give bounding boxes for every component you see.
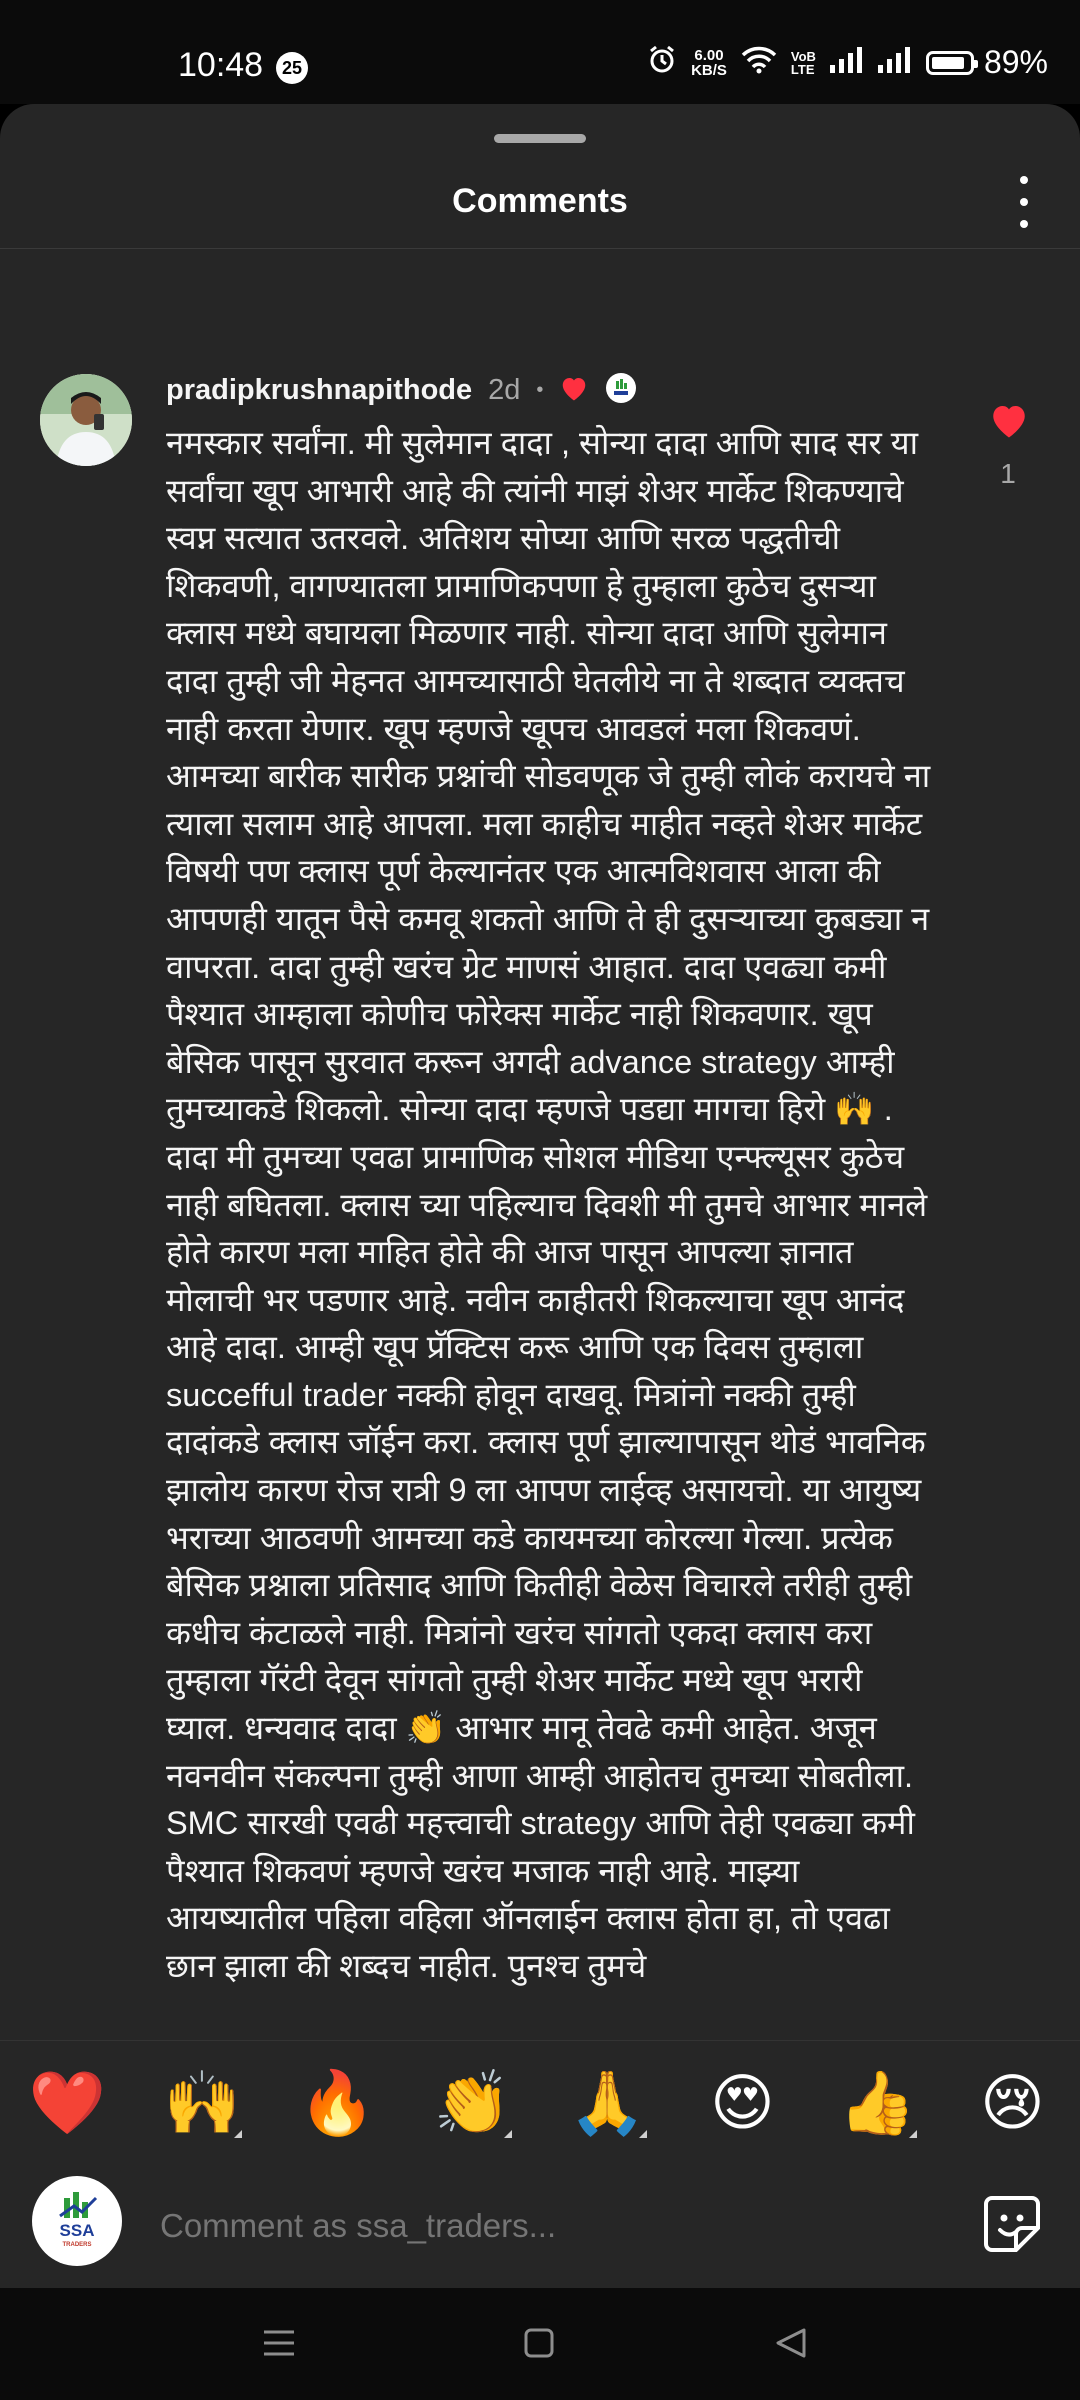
comment-text: नमस्कार सर्वांना. मी सुलेमान दादा , सोन्या दादा आणि साद सर या सर्वांचा खूप आभारी आहे की त्यांनी माझं शेअर मार्केट शिकण्याचे स्वप्न सत्यात उतरवले. अतिशय सोप्या आणि सरळ पद्धतीची शिकवणी, वागण्यातला प्रामाणिकपणा हे तुम्हाला कुठेच दुसऱ्या क्लास मध्ये बघायला मिळणार नाही. सोन्या दादा आणि सुलेमान दादा तुम्ही जी मेहनत आमच्यासाठी घेतलीये ना ते शब्दात व्यक्तच नाही करता येणार. खूप म्हणजे खूपच आवडलं मला शिकवणं. आमच्या बारीक सारीक प्रश्नांची सोडवणूक जे तुम्ही लोकं करायचे ना त्याला सलाम आहे आपला. मला काहीच माहीत नव्हते शेअर मार्केट विषयी पण क्लास पूर्ण केल्यानंतर एक आत्मविशवास आला की आपणही यातून पैसे कमवू शकतो आणि ते ही दुसऱ्याच्या कुबड्या न वापरता. दादा तुम्ही खरंच ग्रेट माणसं आहात. दादा एवढ्या कमी पैश्यात आम्हाला कोणीच फोरेक्स मार्केट नाही शिकवणार. खूप बेसिक पासून सुरवात करून अगदी advance strategy आम्ही तुमच्याकडे शिकलो. सोन्या दादा म्हणजे पडद्या मागचा हिरो 🙌 . दादा मी तुमच्या एवढा प्रामाणिक सोशल मीडिया एन्फ्ल्यूसर कुठेच नाही बघितला. क्लास च्या पहिल्याच दिवशी मी तुमचे आभार मानले होते कारण मला माहित होते की आज पासून आपल्या ज्ञानात मोलाची भर पडणार आहे. नवीन काहीतरी शिकल्याचा खूप आनंद आहे दादा. आम्ही खूप प्रॅक्टिस करू आणि एक दिवस तुम्हाला succefful trader नक्की होवून दाखवू. मित्रांनो नक्की तुम्ही दादांकडे क्लास जॉईन करा. क्लास पूर्ण झाल्यापासून थोडं भावनिक झालोय कारण रोज रात्री 9 ला आपण लाईव्ह असायचो. या आयुष्य भराच्या आठवणी आमच्या कडे कायमच्या कोरल्या गेल्या. प्रत्येक बेसिक प्रश्नाला प्रतिसाद आणि कितीही वेळेस विचारले तरीही तुम्ही कधीच कंटाळले नाही. मित्रांनो खरंच सांगतो एकदा क्लास करा तुम्हाला गॅरंटी देवून सांगतो तुम्ही शेअर मार्केट मध्ये खूप भरारी घ्याल. धन्यवाद दादा 👏 आभार मानू तेवढे कमी आहेत. अजून नवनवीन संकल्पना तुम्ही आणा आम्ही आहोतच तुमच्या सोबतीला. SMC सारखी एवढी महत्त्वाची strategy आणि तेही एवढ्या कमी पैश्यात शिकवणं म्हणजे खरंच मजाक नाही आहे. माझ्या आयष्यातील पहिला वहिला ऑनलाईन क्लास होता हा, तो एवढा छान झाला की शब्दच नाहीत. पुनश्च तुमचे xyxy=(166,425,931,1984)
folded-hands-emoji: 🙏 xyxy=(568,2066,647,2139)
alarm-icon xyxy=(647,45,677,80)
status-time: 10:48 xyxy=(178,46,264,84)
ssa-logo-icon xyxy=(32,2176,122,2266)
triangle-back-icon xyxy=(774,2326,808,2360)
battery-icon xyxy=(926,51,974,75)
back-button[interactable] xyxy=(774,2326,808,2365)
skin-tone-indicator xyxy=(909,2130,917,2138)
comments-sheet xyxy=(0,104,1080,2288)
more-dot-icon xyxy=(1020,220,1028,228)
comment-like-count: 1 xyxy=(1000,458,1016,489)
battery xyxy=(926,44,1048,81)
reaction-clapping-hands[interactable] xyxy=(428,2066,518,2139)
notification-count-badge: 25 xyxy=(276,52,308,84)
sticker-icon xyxy=(982,2194,1042,2254)
own-avatar xyxy=(32,2176,122,2266)
clapping-hands-emoji: 👏 xyxy=(433,2066,512,2139)
comment-item xyxy=(0,250,1080,2140)
battery-fill xyxy=(932,57,964,69)
menu-lines-icon xyxy=(262,2326,296,2360)
square-icon xyxy=(522,2326,556,2360)
reaction-raising-hands[interactable] xyxy=(158,2066,248,2139)
creator-avatar-mini-icon xyxy=(605,372,637,409)
quick-reactions-bar xyxy=(0,2040,1080,2165)
sheet-title: Comments xyxy=(452,182,628,220)
signal-icon-sim1 xyxy=(830,47,864,78)
recent-apps-button[interactable] xyxy=(262,2326,296,2365)
skin-tone-indicator xyxy=(504,2130,512,2138)
volte-bottom: LTE xyxy=(790,61,815,77)
network-speed xyxy=(691,48,727,78)
commenter-avatar[interactable] xyxy=(40,374,132,466)
skin-tone-indicator xyxy=(639,2130,647,2138)
skin-tone-indicator xyxy=(234,2130,242,2138)
reaction-thumbs-up[interactable] xyxy=(833,2066,923,2139)
reaction-crying-face[interactable]: 😢 xyxy=(980,2066,1045,2139)
volte-indicator xyxy=(791,50,816,76)
network-speed-unit: KB/S xyxy=(691,61,727,79)
svg-text:TRADERS: TRADERS xyxy=(62,2242,92,2248)
battery-percent: 89% xyxy=(983,44,1048,80)
network-speed-value: 6.00 xyxy=(694,46,724,64)
creator-liked-heart-icon xyxy=(559,374,589,407)
comment-separator: • xyxy=(536,379,544,401)
reaction-red-heart[interactable]: ❤️ xyxy=(28,2066,107,2139)
comment-composer xyxy=(0,2164,1080,2288)
reaction-fire[interactable]: 🔥 xyxy=(298,2066,377,2139)
signal-icon-sim2 xyxy=(878,47,912,78)
more-dot-icon xyxy=(1020,198,1028,206)
status-icons xyxy=(647,44,1048,81)
comment-like-button[interactable] xyxy=(988,400,1030,440)
wifi-icon xyxy=(741,46,777,79)
raising-hands-emoji: 🙌 xyxy=(163,2066,242,2139)
heart-filled-icon xyxy=(988,400,1030,440)
reaction-heart-eyes[interactable]: 😍 xyxy=(710,2066,775,2139)
comment-time: 2d xyxy=(488,374,521,406)
comment-header xyxy=(166,372,637,409)
system-navigation-bar xyxy=(0,2288,1080,2400)
volte-top: VoB xyxy=(790,48,816,64)
thumbs-up-emoji: 👍 xyxy=(838,2066,917,2139)
reaction-folded-hands[interactable] xyxy=(563,2066,653,2139)
comment-input[interactable] xyxy=(158,2206,962,2246)
more-options-button[interactable] xyxy=(1014,176,1034,228)
home-button[interactable] xyxy=(522,2326,556,2365)
sticker-button[interactable] xyxy=(982,2194,1042,2254)
comment-username[interactable]: pradipkrushnapithode xyxy=(166,374,473,406)
status-bar xyxy=(0,0,1080,104)
sheet-drag-handle[interactable] xyxy=(494,134,586,143)
more-dot-icon xyxy=(1020,176,1028,184)
header-divider xyxy=(0,248,1080,249)
svg-text:SSA: SSA xyxy=(59,2221,95,2240)
